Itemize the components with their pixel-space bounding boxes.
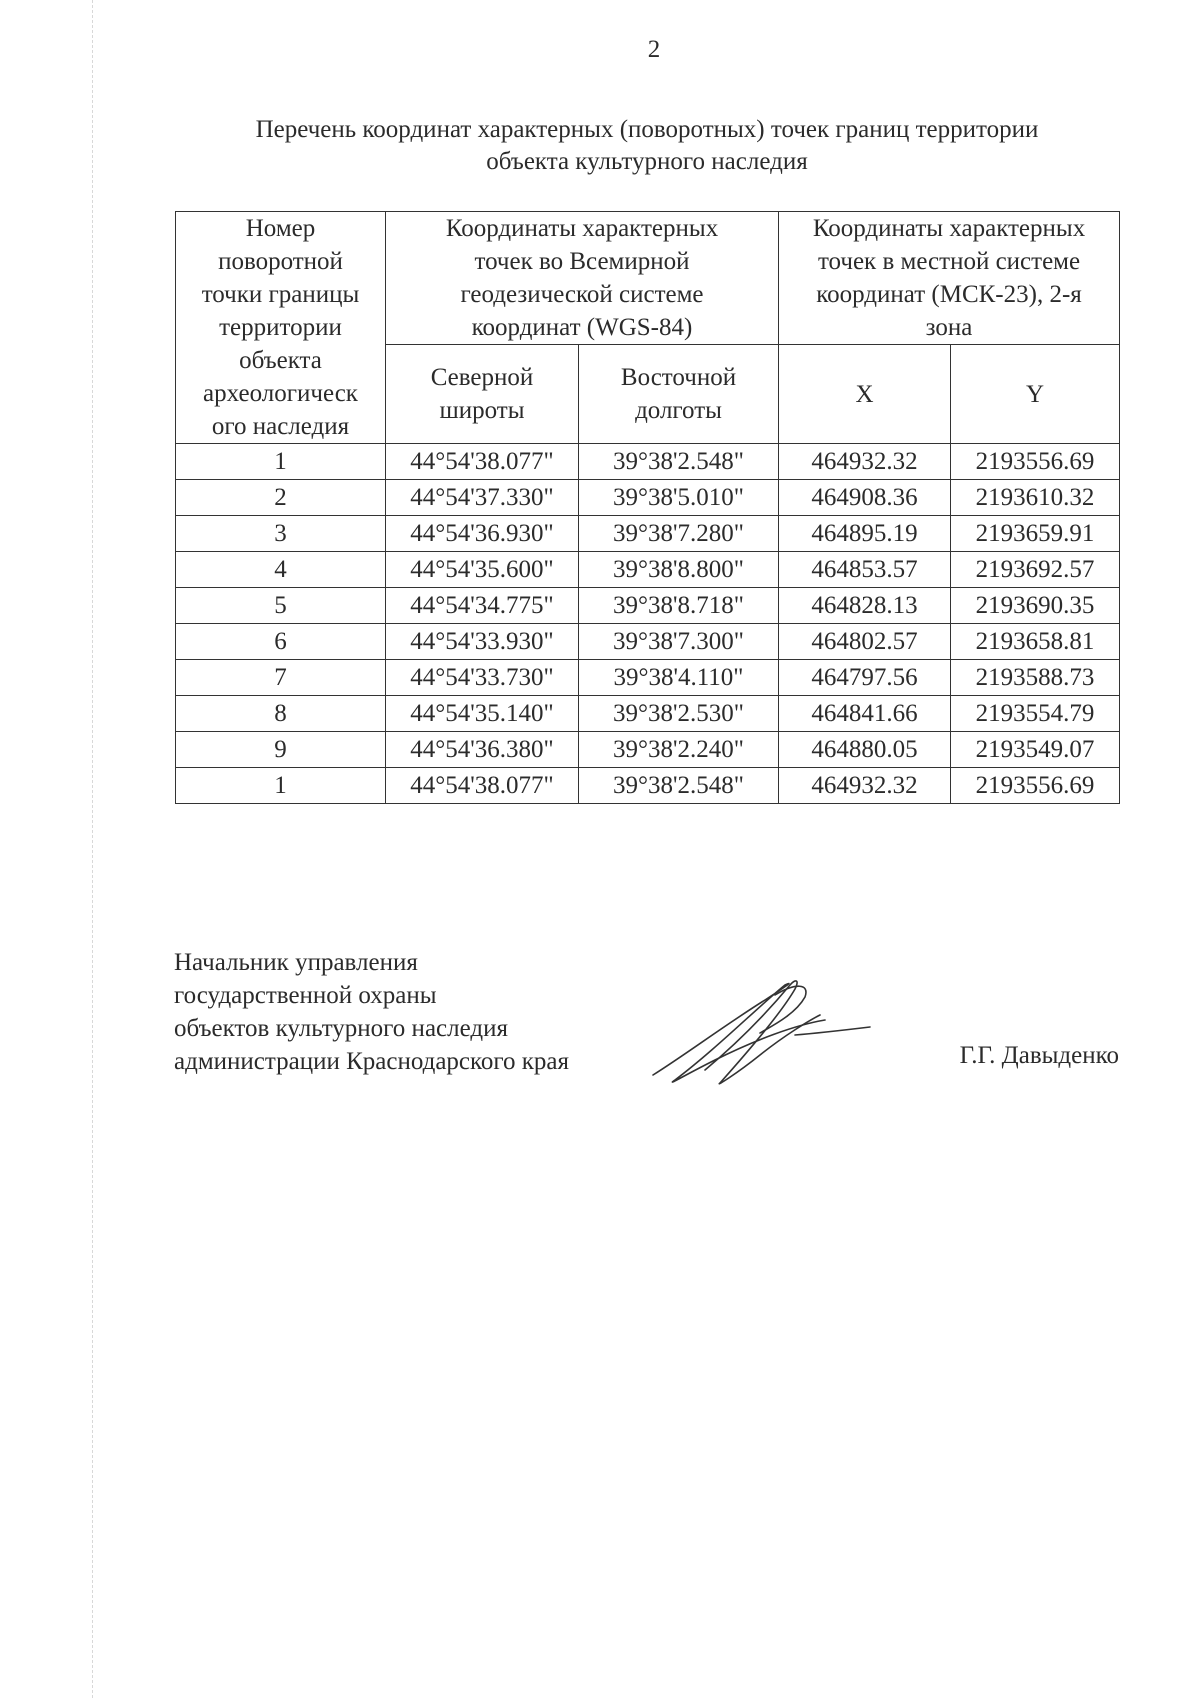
header-text: поворотной bbox=[218, 248, 343, 275]
signatory-position-line: Начальник управления bbox=[174, 949, 418, 976]
cell-point-number: 1 bbox=[176, 768, 386, 804]
header-text: Северной bbox=[430, 364, 534, 391]
cell-y: 2193588.73 bbox=[951, 660, 1120, 696]
cell-latitude: 44°54'36.380" bbox=[386, 732, 579, 768]
table-body bbox=[176, 444, 1120, 804]
page-number: 2 bbox=[647, 36, 661, 63]
cell-longitude: 39°38'4.110" bbox=[579, 660, 779, 696]
header-longitude bbox=[579, 345, 779, 444]
cell-y: 2193556.69 bbox=[951, 768, 1120, 804]
header-text: геодезической системе bbox=[460, 281, 704, 308]
header-y: Y bbox=[951, 345, 1120, 444]
table-row bbox=[176, 588, 1120, 624]
header-text: долготы bbox=[635, 397, 722, 424]
table-row bbox=[176, 732, 1120, 768]
header-text: объекта bbox=[239, 347, 322, 374]
signatory-position-line: администрации Краснодарского края bbox=[174, 1048, 570, 1075]
cell-longitude: 39°38'8.718" bbox=[579, 588, 779, 624]
cell-latitude: 44°54'35.140" bbox=[386, 696, 579, 732]
handwritten-signature bbox=[645, 975, 875, 1090]
cell-x: 464841.66 bbox=[779, 696, 951, 732]
document-title bbox=[172, 114, 1122, 178]
header-text: археологическ bbox=[203, 380, 358, 407]
cell-longitude: 39°38'2.548" bbox=[579, 444, 779, 480]
header-text: координат (WGS-84) bbox=[471, 314, 693, 341]
header-text: точек во Всемирной bbox=[474, 248, 690, 275]
cell-longitude: 39°38'2.240" bbox=[579, 732, 779, 768]
cell-point-number: 3 bbox=[176, 516, 386, 552]
cell-x: 464932.32 bbox=[779, 768, 951, 804]
cell-y: 2193659.91 bbox=[951, 516, 1120, 552]
cell-point-number: 5 bbox=[176, 588, 386, 624]
header-text: координат (МСК-23), 2-я bbox=[816, 281, 1082, 308]
cell-longitude: 39°38'8.800" bbox=[579, 552, 779, 588]
cell-latitude: 44°54'33.730" bbox=[386, 660, 579, 696]
signatory-position bbox=[174, 946, 569, 1078]
table-row bbox=[176, 480, 1120, 516]
cell-longitude: 39°38'5.010" bbox=[579, 480, 779, 516]
cell-latitude: 44°54'35.600" bbox=[386, 552, 579, 588]
cell-x: 464895.19 bbox=[779, 516, 951, 552]
cell-latitude: 44°54'36.930" bbox=[386, 516, 579, 552]
cell-y: 2193610.32 bbox=[951, 480, 1120, 516]
header-text: территории bbox=[219, 314, 342, 341]
header-msk23 bbox=[779, 212, 1120, 345]
cell-point-number: 9 bbox=[176, 732, 386, 768]
header-x: X bbox=[779, 345, 951, 444]
header-text: точки границы bbox=[201, 281, 360, 308]
cell-latitude: 44°54'38.077" bbox=[386, 444, 579, 480]
cell-x: 464797.56 bbox=[779, 660, 951, 696]
table-row bbox=[176, 516, 1120, 552]
page-margin-line bbox=[92, 0, 93, 1698]
cell-longitude: 39°38'2.530" bbox=[579, 696, 779, 732]
cell-point-number: 1 bbox=[176, 444, 386, 480]
cell-x: 464853.57 bbox=[779, 552, 951, 588]
cell-x: 464908.36 bbox=[779, 480, 951, 516]
cell-y: 2193556.69 bbox=[951, 444, 1120, 480]
cell-point-number: 2 bbox=[176, 480, 386, 516]
table-row bbox=[176, 696, 1120, 732]
header-text: Координаты характерных bbox=[445, 215, 719, 242]
signatory-position-line: объектов культурного наследия bbox=[174, 1015, 508, 1042]
cell-x: 464880.05 bbox=[779, 732, 951, 768]
table-row bbox=[176, 660, 1120, 696]
cell-latitude: 44°54'34.775" bbox=[386, 588, 579, 624]
cell-longitude: 39°38'7.280" bbox=[579, 516, 779, 552]
table-row bbox=[176, 624, 1120, 660]
cell-point-number: 6 bbox=[176, 624, 386, 660]
cell-y: 2193658.81 bbox=[951, 624, 1120, 660]
header-text: ого наследия bbox=[211, 413, 350, 440]
header-text: Координаты характерных bbox=[812, 215, 1086, 242]
header-text: Восточной bbox=[620, 364, 737, 391]
cell-latitude: 44°54'33.930" bbox=[386, 624, 579, 660]
table-row bbox=[176, 444, 1120, 480]
cell-latitude: 44°54'37.330" bbox=[386, 480, 579, 516]
cell-x: 464828.13 bbox=[779, 588, 951, 624]
header-text: Номер bbox=[245, 215, 316, 242]
header-point-number bbox=[176, 212, 386, 444]
header-text: широты bbox=[439, 397, 525, 424]
coordinates-table bbox=[175, 211, 1120, 804]
cell-y: 2193690.35 bbox=[951, 588, 1120, 624]
cell-y: 2193692.57 bbox=[951, 552, 1120, 588]
cell-point-number: 7 bbox=[176, 660, 386, 696]
header-latitude bbox=[386, 345, 579, 444]
document-title-line: объекта культурного наследия bbox=[486, 148, 808, 175]
cell-point-number: 4 bbox=[176, 552, 386, 588]
table-row bbox=[176, 552, 1120, 588]
signatory-position-line: государственной охраны bbox=[174, 982, 437, 1009]
cell-point-number: 8 bbox=[176, 696, 386, 732]
header-wgs84 bbox=[386, 212, 779, 345]
cell-y: 2193549.07 bbox=[951, 732, 1120, 768]
document-title-line: Перечень координат характерных (поворотных) точек границ территории bbox=[255, 116, 1039, 143]
signer-name: Г.Г. Давыденко bbox=[959, 1042, 1119, 1069]
cell-longitude: 39°38'2.548" bbox=[579, 768, 779, 804]
cell-x: 464802.57 bbox=[779, 624, 951, 660]
cell-longitude: 39°38'7.300" bbox=[579, 624, 779, 660]
cell-x: 464932.32 bbox=[779, 444, 951, 480]
header-text: зона bbox=[925, 314, 973, 341]
table-row bbox=[176, 768, 1120, 804]
cell-latitude: 44°54'38.077" bbox=[386, 768, 579, 804]
header-text: точек в местной системе bbox=[817, 248, 1081, 275]
cell-y: 2193554.79 bbox=[951, 696, 1120, 732]
